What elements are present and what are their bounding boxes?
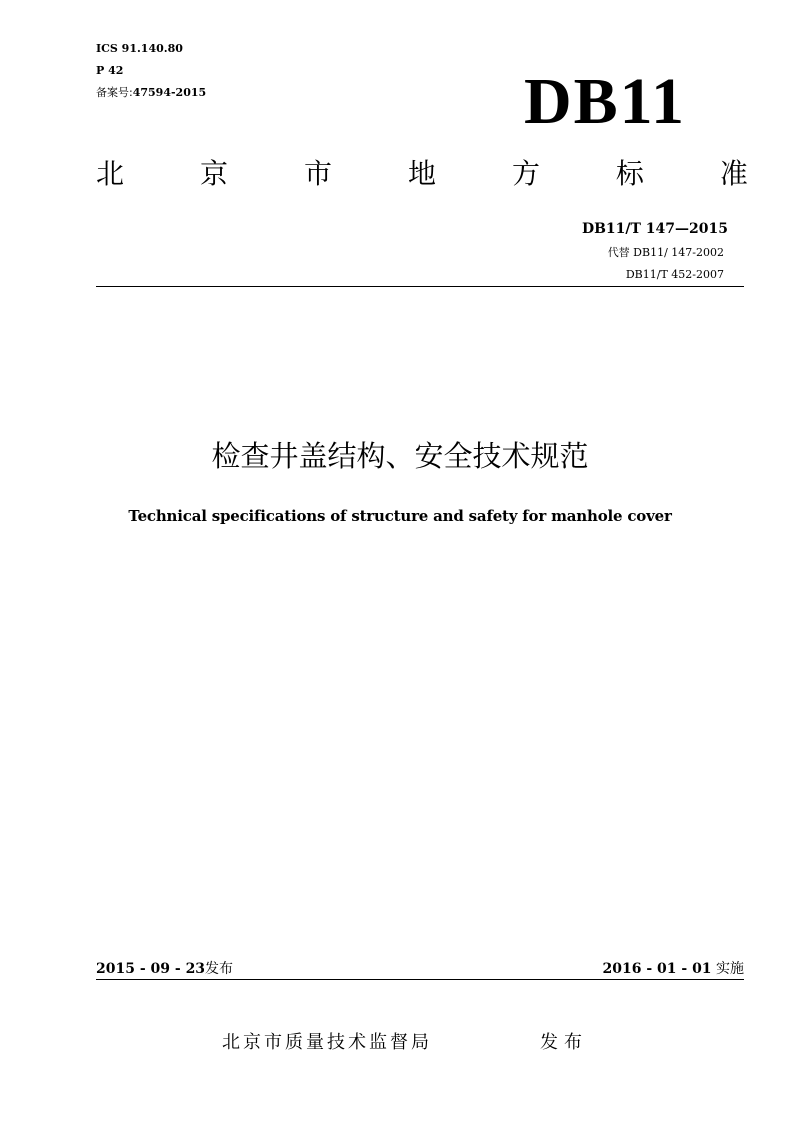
classification-code: P 42 [96,64,124,77]
replaces-line: DB11/T 452-2007 [625,268,724,281]
replaces-line: 代替 DB11/ 147-2002 [607,246,724,259]
locality-char: 标 [615,157,644,190]
locality-char: 准 [719,157,748,190]
locality-char: 北 [96,157,125,190]
locality-char: 地 [407,157,436,190]
title-english: Technical specifications of structure and safety for manhole cover [128,507,672,525]
filing-label: 备案号: [96,86,133,99]
issuing-authority: 北京市质量技术监督局 [222,1032,432,1053]
publish-label: 发布 [205,961,234,977]
filing-value: 47594-2015 [132,86,207,99]
issue-action: 发布 [540,1032,588,1053]
standard-code-db11: DB11 [524,65,687,138]
ics-code: ICS 91.140.80 [96,42,183,55]
effective-date-value: 2016 - 01 - 01 [602,961,712,977]
standard-number: DB11/T 147—2015 [581,221,728,237]
header-divider [96,286,744,287]
filing-number [96,86,206,99]
locality-heading [96,156,748,192]
publish-date [96,959,233,979]
effective-label: 实施 [716,961,744,977]
locality-char: 方 [511,157,540,190]
publish-date-value: 2015 - 09 - 23 [96,961,206,977]
effective-date [603,959,745,979]
title-chinese: 检查井盖结构、安全技术规范 [211,439,589,473]
locality-char: 京 [199,157,228,190]
footer-divider [96,979,744,980]
locality-char: 市 [303,157,332,190]
